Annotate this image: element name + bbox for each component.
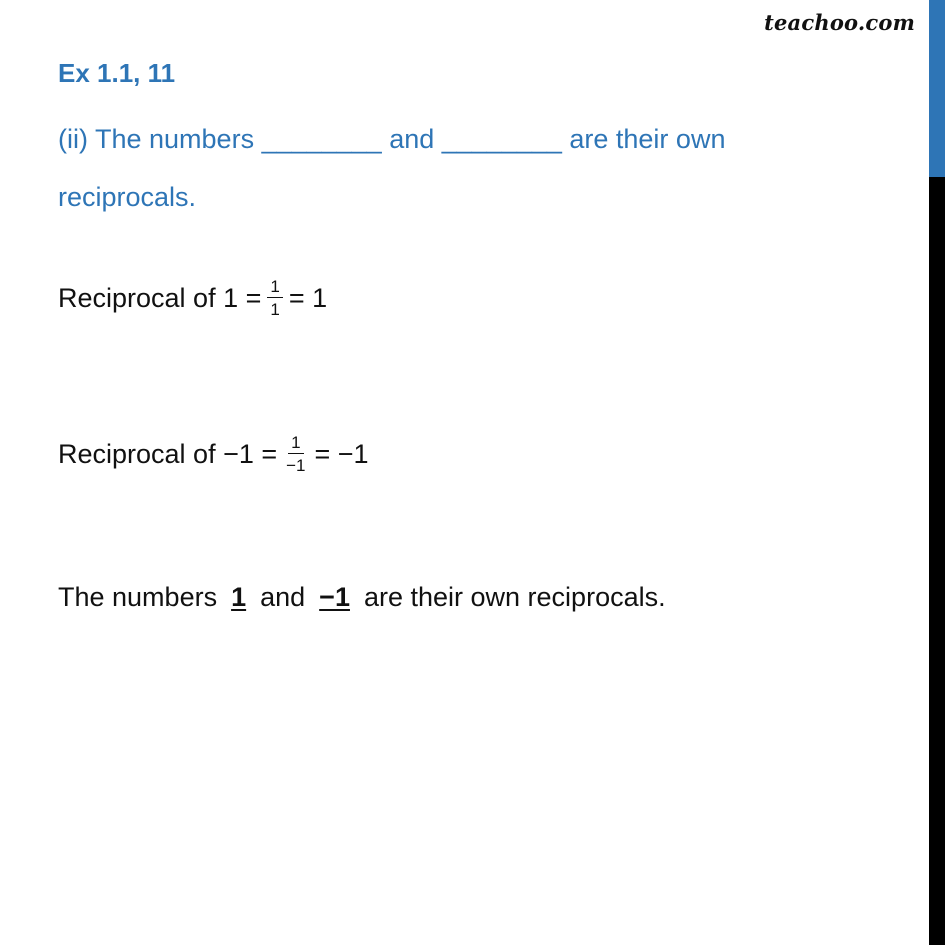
reciprocal-line-1 [58, 278, 327, 318]
line2-prefix: Reciprocal of −1 = [58, 438, 278, 469]
fraction-1 [267, 278, 282, 318]
fraction-2-denominator: −1 [286, 456, 306, 475]
brand-logo: teachoo.com [764, 10, 915, 35]
fraction-1-numerator: 1 [267, 278, 282, 298]
line1-suffix: = 1 [288, 282, 328, 313]
fraction-2 [283, 434, 308, 474]
question-text: (ii) The numbers ________ and ________ are their own reciprocals. [58, 124, 726, 212]
sidebar-accent [929, 0, 945, 177]
answer-1: 1 [231, 582, 247, 612]
conclusion-after: are their own reciprocals. [363, 582, 666, 612]
answer-2: −1 [319, 582, 350, 612]
conclusion-middle: and [260, 582, 306, 612]
conclusion-before: The numbers [58, 582, 218, 612]
fraction-1-denominator: 1 [270, 300, 280, 319]
reciprocal-line-2 [58, 434, 369, 474]
line1-prefix: Reciprocal of 1 = [58, 282, 262, 313]
exercise-heading: Ex 1.1, 11 [58, 58, 176, 88]
conclusion-line [58, 582, 666, 613]
line2-suffix: = −1 [314, 438, 369, 469]
fraction-2-numerator: 1 [288, 434, 303, 454]
